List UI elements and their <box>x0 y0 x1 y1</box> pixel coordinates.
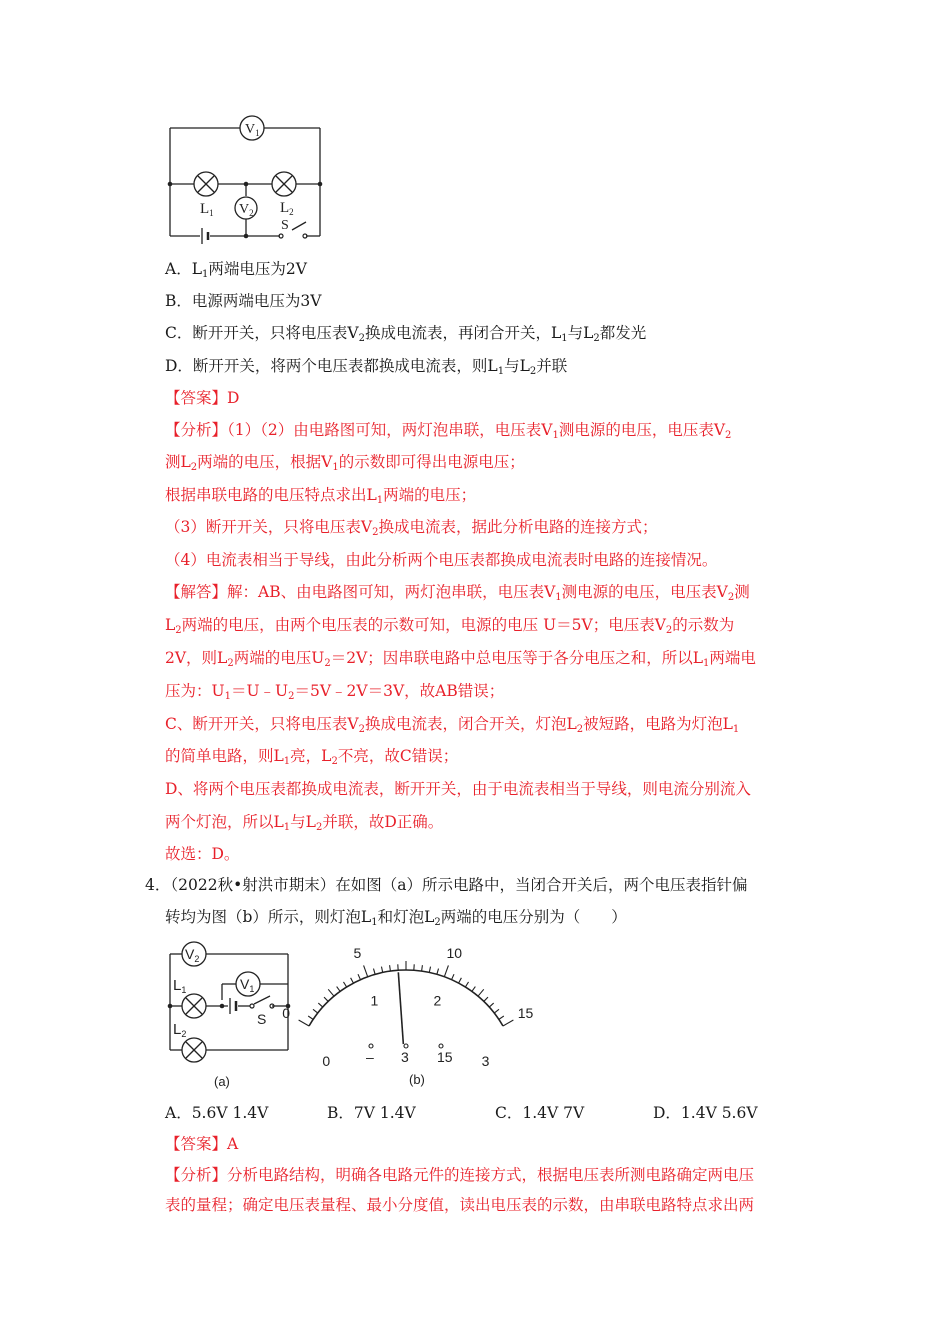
dial-tick <box>429 967 430 973</box>
dial-tick <box>503 1020 513 1026</box>
q4a-switch-label: S <box>257 1011 267 1027</box>
q3-answer: 【答案】D <box>165 389 240 407</box>
q3-option-b: B．电源两端电压为3V <box>165 292 322 310</box>
dial-tick <box>313 1009 318 1013</box>
dial-tick <box>390 965 391 971</box>
dial-tick <box>489 1003 493 1007</box>
q3-option-d: D．断开开关，将两个电压表都换成电流表，则$L_1$与$L_2$并联 <box>165 357 568 377</box>
outer-scale-label-15: 15 <box>517 1005 534 1021</box>
dial-tick <box>351 978 354 983</box>
q3-analysis-line3: 根据串联电路的电压特点求出$L_1$两端的电压； <box>165 486 477 506</box>
dial-tick <box>465 982 468 987</box>
terminal-negative: – <box>366 1049 374 1065</box>
q3-solution-line8: 两个灯泡，所以$L_1$与$L_2$并联，故D正确。 <box>165 813 444 833</box>
q4-option-a: A．5.6V 1.4V <box>165 1104 269 1122</box>
dial-tick <box>499 1016 504 1019</box>
q3-analysis-line1: 【分析】（1）（2）由电路图可知，两灯泡串联，电压表$V_1$测电源的电压，电压表$V_2$ <box>165 421 732 441</box>
dial-tick <box>373 969 375 975</box>
dial-tick <box>422 965 423 971</box>
outer-scale-label-0: 0 <box>282 1005 291 1021</box>
dial-tick <box>318 1003 322 1007</box>
q3-option-a: A．$L_1$两端电压为2V <box>165 260 307 280</box>
q4-answer: 【答案】A <box>165 1135 239 1153</box>
q4-option-b: B．7V 1.4V <box>327 1104 416 1122</box>
terminal-15: 15 <box>437 1049 453 1065</box>
q3-solution-line9: 故选：D。 <box>165 845 240 863</box>
dial-tick <box>459 978 462 983</box>
q4-stem-line1: 4．（2022秋•射洪市期末）在如图（a）所示电路中，当闭合开关后，两个电压表指针偏 <box>145 876 748 894</box>
dial-tick <box>358 974 360 979</box>
q3-circuit-diagram <box>160 112 330 244</box>
q3-analysis-line5: （4）电流表相当于导线，由此分析两个电压表都换成电流表时电路的连接情况。 <box>165 551 718 569</box>
q3-switch-label: S <box>281 218 289 233</box>
dial-tick <box>364 965 368 976</box>
dial-tick <box>381 967 382 973</box>
inner-scale-label-1: 1 <box>370 992 379 1009</box>
q3-analysis-line4: （3）断开开关，只将电压表$V_2$换成电流表，据此分析电路的连接方式； <box>165 518 658 538</box>
q3-v1-label: $V_1$ <box>245 122 260 138</box>
q4a-l2-label: $L_2$ <box>173 1021 187 1039</box>
q3-solution-line6: 的简单电路，则$L_1$亮，$L_2$不亮，故C错误； <box>165 747 459 767</box>
q3-solution-line4: 压为：$U_1=U﹣U_2=5V﹣2V=3V$，故AB错误； <box>165 682 505 702</box>
q4-circuit-diagram-a <box>160 938 300 1092</box>
q4a-v1-label: $V_1$ <box>240 976 255 994</box>
q3-solution-line1: 【解答】解：AB、由电路图可知，两灯泡串联，电压表$V_1$测电源的电压，电压表$V_2$测 <box>165 583 750 603</box>
dial-tick <box>343 982 346 987</box>
dial-tick <box>484 997 488 1001</box>
q3-l2-label: $L_2$ <box>280 200 294 217</box>
outer-scale-label-5: 5 <box>353 945 362 962</box>
dial-tick <box>478 989 484 996</box>
q4a-v2-label: $V_2$ <box>185 946 200 964</box>
dial-tick <box>299 1020 309 1026</box>
outer-scale-label-10: 10 <box>446 945 463 962</box>
dial-tick <box>308 1016 313 1019</box>
inner-scale-label-2: 2 <box>433 992 442 1009</box>
dial-tick <box>324 997 328 1001</box>
q3-option-c: C．断开开关，只将电压表$V_2$换成电流表，再闭合开关，$L_1$与$L_2$都发光 <box>165 324 647 344</box>
dial-tick <box>472 987 476 992</box>
q3-analysis-line2: 测$L_2$两端的电压，根据$V_1$的示数即可得出电源电压； <box>165 453 525 473</box>
dial-tick <box>437 969 439 975</box>
dial-tick <box>337 987 341 992</box>
q4a-l1-label: $L_1$ <box>173 977 187 995</box>
q4-analysis-line2: 表的量程；确定电压表量程、最小分度值，读出电压表的示数，由串联电路特点求出两 <box>165 1196 755 1214</box>
q4-voltmeter-dial-b <box>282 932 534 1092</box>
inner-scale-label-0: 0 <box>322 1053 331 1069</box>
q4-option-d: D．1.4V 5.6V <box>653 1104 758 1122</box>
q4-option-c: C．1.4V 7V <box>495 1104 585 1122</box>
q3-solution-line7: D、将两个电压表都换成电流表，断开开关，由于电流表相当于导线，则电流分别流入 <box>165 780 751 798</box>
q4b-caption: (b) <box>409 1072 425 1087</box>
dial-tick <box>328 989 334 996</box>
q4-options <box>165 1102 758 1124</box>
q4-stem-line2: 转均为图（b）所示，则灯泡$L_1$和灯泡$L_2$两端的电压分别为（ ） <box>165 908 627 928</box>
q4-analysis-line1: 【分析】分析电路结构，明确各电路元件的连接方式，根据电压表所测电路确定两电压 <box>165 1166 755 1184</box>
dial-tick <box>452 974 454 979</box>
dial-tick <box>494 1009 499 1013</box>
q3-v2-label: $V_2$ <box>239 202 254 218</box>
dial-tick <box>444 965 448 976</box>
terminal-3: 3 <box>401 1049 409 1065</box>
q3-solution-line2: $L_2$两端的电压，由两个电压表的示数可知，电源的电压 U＝5V；电压表$V_2$的示数为 <box>165 616 735 636</box>
q3-l1-label: $L_1$ <box>200 201 214 218</box>
q4a-caption: (a) <box>214 1074 230 1089</box>
inner-scale-label-3: 3 <box>481 1053 490 1069</box>
q3-solution-line3: 2V，则$L_2$两端的电压$U_2=2V$；因串联电路中总电压等于各分电压之和，所以$L_1$两端电 <box>165 649 756 669</box>
q3-solution-line5: C、断开开关，只将电压表$V_2$换成电流表，闭合开关，灯泡$L_2$被短路，电路为灯泡$L_1$ <box>165 715 740 735</box>
voltmeter-needle <box>398 972 403 1044</box>
